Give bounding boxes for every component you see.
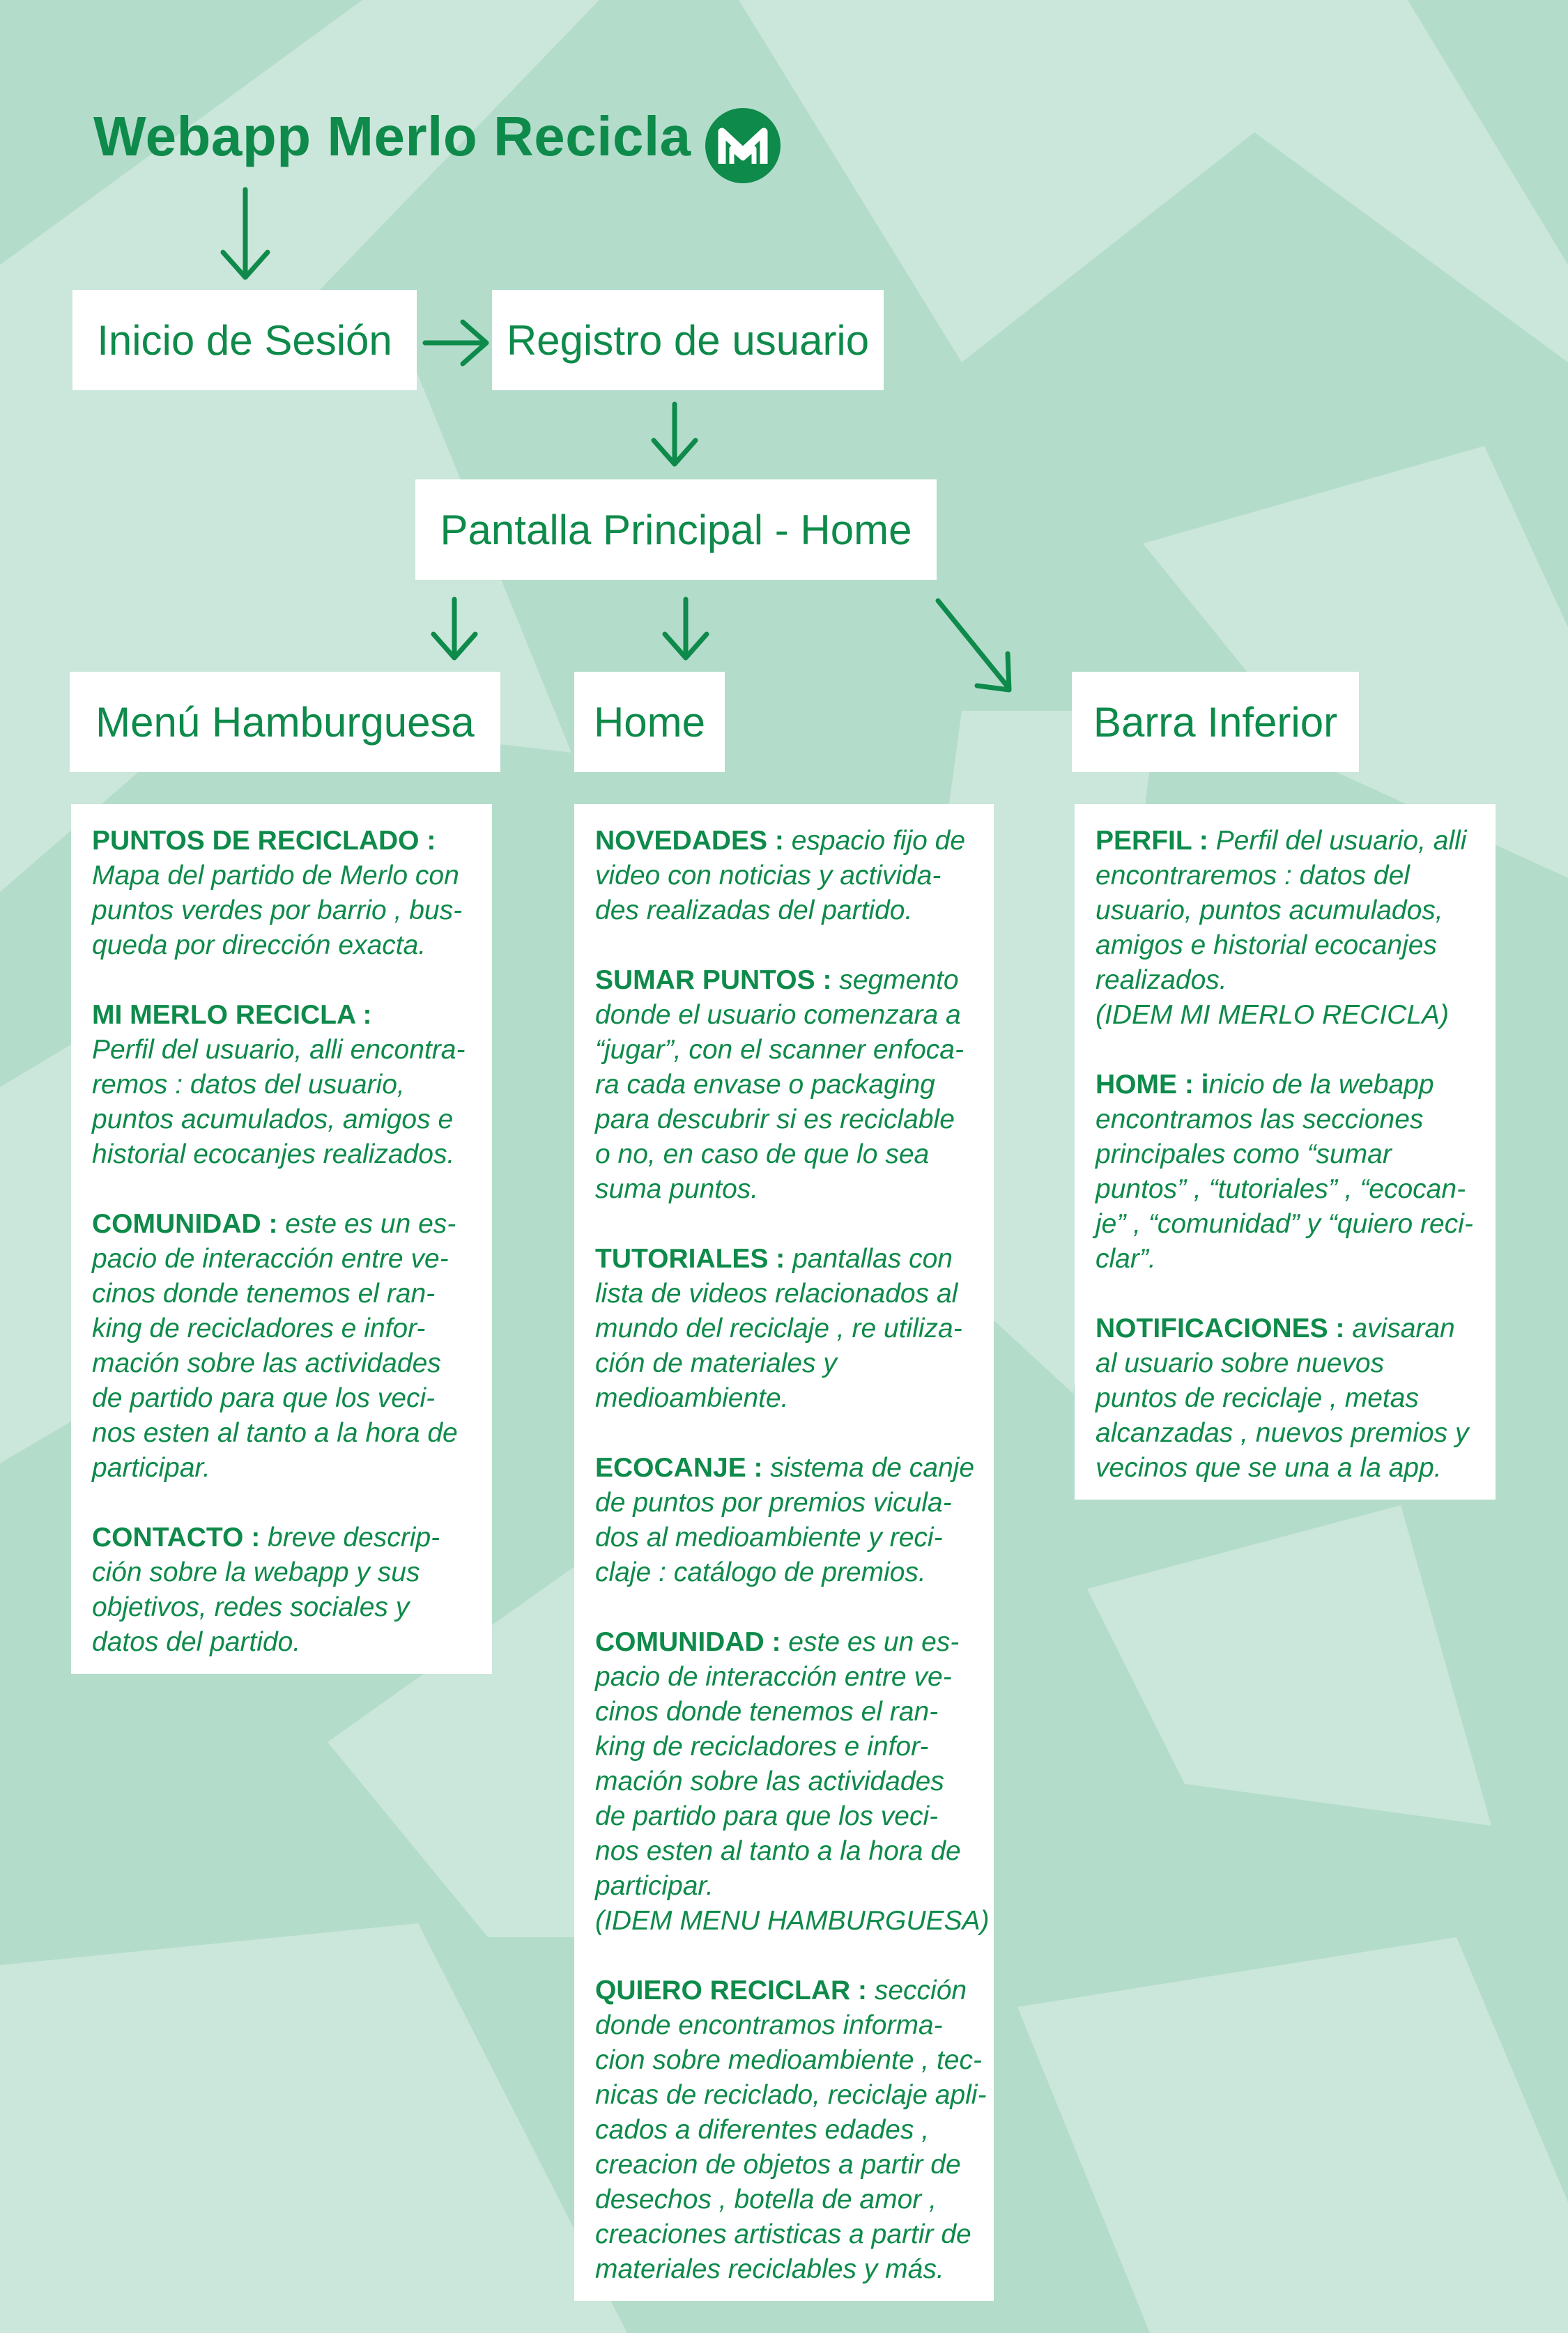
- section-text: Perfil del usuario, alli: [1208, 826, 1467, 856]
- section-line: [595, 1904, 990, 1939]
- section-line: [92, 1416, 472, 1451]
- section-text: principales como “sumar: [1096, 1139, 1392, 1169]
- section-line: [1096, 1172, 1476, 1207]
- node-hamburger-menu: [70, 672, 500, 772]
- section-text: Mapa del partido de Merlo con: [92, 861, 459, 891]
- section-text: creacion de objetos a partir de: [595, 2150, 961, 2180]
- section-text: nicio de la webapp: [1208, 1070, 1434, 1100]
- section-label: COMUNIDAD :: [595, 1627, 781, 1657]
- section-text: claje : catálogo de premios.: [595, 1557, 926, 1587]
- section-text: creaciones artisticas a partir de: [595, 2219, 971, 2249]
- section-text: pantallas con: [785, 1244, 953, 1274]
- section-line: [595, 2148, 974, 2182]
- section-text: ción sobre la webapp y sus: [92, 1557, 420, 1587]
- section-line: [595, 1555, 974, 1590]
- bg-arrow-shape: [1017, 1937, 1568, 2333]
- page-title: Webapp Merlo Recicla: [93, 105, 691, 167]
- section-text: suma puntos.: [595, 1174, 759, 1204]
- section-line: [595, 2008, 974, 2043]
- section-line: [595, 2113, 974, 2148]
- section-text: encontraremos : datos del: [1096, 861, 1410, 891]
- section-line: [1096, 1207, 1476, 1242]
- section-line: [92, 1381, 472, 1416]
- section-text: ra cada envase o packaging: [595, 1070, 935, 1100]
- section-line: [595, 963, 974, 998]
- section-line: [92, 1590, 472, 1625]
- section-text: Perfil del usuario, alli encontra-: [92, 1035, 466, 1065]
- section-text: puntos acumulados, amigos e: [92, 1104, 454, 1134]
- section-text: usuario, puntos acumulados,: [1096, 895, 1443, 925]
- section-line: [1096, 893, 1476, 928]
- section-label: ECOCANJE :: [595, 1453, 763, 1483]
- section-bottom_bar-2: [1096, 1311, 1476, 1486]
- panel-home: [574, 804, 994, 2301]
- section-bottom_bar-1: [1096, 1068, 1476, 1277]
- section-line: [1096, 928, 1476, 963]
- section-text: objetivos, redes sociales y: [92, 1592, 410, 1622]
- section-label: HOME : i: [1096, 1070, 1209, 1100]
- section-text: avisaran: [1344, 1314, 1455, 1343]
- section-line: [595, 2252, 974, 2287]
- section-line: [92, 893, 472, 928]
- section-text: segmento: [831, 965, 959, 995]
- section-line: [92, 858, 472, 893]
- section-line: [595, 1277, 974, 1311]
- section-text: je” , “comunidad” y “quiero reci-: [1096, 1209, 1473, 1239]
- section-line: [92, 1242, 472, 1277]
- section-line: [595, 1068, 974, 1102]
- section-line: [1096, 998, 1476, 1033]
- section-line: [595, 1799, 974, 1834]
- section-line: [1096, 1416, 1476, 1451]
- section-text: desechos , botella de amor ,: [595, 2185, 937, 2215]
- section-line: [92, 1625, 472, 1660]
- section-line: [1096, 1451, 1476, 1486]
- section-text: de partido para que los veci-: [595, 1801, 939, 1831]
- section-text: vecinos que se una a la app.: [1096, 1453, 1442, 1483]
- section-home-0: [595, 824, 974, 928]
- node-hamburger-menu-label: Menú Hamburguesa: [95, 698, 475, 746]
- section-line: [92, 1068, 472, 1102]
- section-line: [1096, 963, 1476, 998]
- section-menu-0: [92, 824, 472, 963]
- section-text: cion sobre medioambiente , tec-: [595, 2045, 982, 2075]
- section-line: [595, 2078, 987, 2113]
- section-line: [595, 1172, 974, 1207]
- section-bottom_bar-0: [1096, 824, 1476, 1033]
- section-line: [1096, 1346, 1476, 1381]
- section-line: [595, 1520, 974, 1555]
- section-line: [595, 2043, 982, 2078]
- section-line: [92, 1137, 472, 1172]
- section-line: [1096, 1068, 1476, 1102]
- section-text: (IDEM MENU HAMBURGUESA): [595, 1906, 990, 1936]
- section-line: [595, 1973, 974, 2008]
- section-text: queda por dirección exacta.: [92, 930, 426, 960]
- section-line: [595, 2217, 974, 2252]
- section-text: des realizadas del partido.: [595, 895, 913, 925]
- node-bottom-bar: [1072, 672, 1359, 772]
- section-line: [92, 1311, 472, 1346]
- section-line: [595, 998, 974, 1033]
- section-text: cados a diferentes edades ,: [595, 2115, 930, 2145]
- section-line: [92, 998, 472, 1033]
- section-text: lista de videos relacionados al: [595, 1279, 958, 1309]
- section-text: breve descrip-: [260, 1523, 440, 1553]
- node-main-screen-label: Pantalla Principal - Home: [440, 506, 912, 553]
- section-home-5: [595, 1973, 987, 2287]
- node-main-screen: [415, 479, 937, 580]
- section-text: mación sobre las actividades: [92, 1348, 441, 1378]
- section-text: puntos verdes por barrio , bus-: [92, 895, 463, 925]
- section-label: PERFIL :: [1096, 826, 1208, 856]
- section-menu-1: [92, 998, 472, 1172]
- merlo-m-logo-icon: [705, 108, 781, 183]
- section-line: [1096, 1102, 1476, 1137]
- section-label: MI MERLO RECICLA :: [92, 1000, 372, 1030]
- section-text: al usuario sobre nuevos: [1096, 1348, 1385, 1378]
- section-line: [1096, 858, 1476, 893]
- section-line: [595, 1137, 974, 1172]
- section-line: [595, 2182, 974, 2217]
- section-text: para descubrir si es reciclable: [595, 1104, 955, 1134]
- node-home-label: Home: [593, 698, 706, 746]
- section-text: o no, en caso de que lo sea: [595, 1139, 930, 1169]
- section-text: king de recicladores e infor-: [92, 1314, 426, 1343]
- section-text: pacio de interacción entre ve-: [92, 1244, 449, 1274]
- section-text: (IDEM MI MERLO RECICLA): [1096, 1000, 1450, 1030]
- section-menu-2: [92, 1207, 472, 1486]
- section-text: donde encontramos informa-: [595, 2010, 943, 2040]
- bg-arrow-shape: [0, 1923, 627, 2333]
- section-text: este es un es-: [277, 1209, 456, 1239]
- section-line: [92, 1555, 472, 1590]
- section-line: [595, 893, 974, 928]
- section-text: pacio de interacción entre ve-: [595, 1662, 952, 1692]
- section-line: [595, 1346, 974, 1381]
- section-line: [92, 928, 472, 963]
- section-text: nicas de reciclado, reciclaje apli-: [595, 2080, 987, 2110]
- section-text: espacio fijo de: [783, 826, 966, 856]
- section-text: sección: [867, 1976, 967, 2005]
- section-line: [595, 1381, 974, 1416]
- section-label: COMUNIDAD :: [92, 1209, 278, 1239]
- section-text: participar.: [92, 1453, 210, 1483]
- node-bottom-bar-label: Barra Inferior: [1093, 698, 1338, 746]
- section-text: realizados.: [1096, 965, 1227, 995]
- section-text: participar.: [595, 1871, 714, 1901]
- section-text: “jugar”, con el scanner enfoca-: [595, 1035, 964, 1065]
- section-line: [595, 1242, 974, 1277]
- section-line: [92, 1207, 472, 1242]
- section-line: [595, 1834, 974, 1869]
- section-text: de partido para que los veci-: [92, 1383, 436, 1413]
- section-text: ción de materiales y: [595, 1348, 837, 1378]
- section-text: video con noticias y activida-: [595, 861, 941, 891]
- section-text: de puntos por premios vicula-: [595, 1488, 952, 1518]
- section-text: materiales reciclables y más.: [595, 2254, 944, 2284]
- section-line: [1096, 1137, 1476, 1172]
- section-line: [1096, 1311, 1476, 1346]
- section-line: [595, 1730, 974, 1764]
- section-line: [595, 1102, 974, 1137]
- section-line: [1096, 1381, 1476, 1416]
- section-menu-3: [92, 1520, 472, 1660]
- section-text: medioambiente.: [595, 1383, 789, 1413]
- section-text: clar”.: [1096, 1244, 1156, 1274]
- section-label: SUMAR PUNTOS :: [595, 965, 832, 995]
- section-label: CONTACTO :: [92, 1523, 261, 1553]
- node-register: [492, 290, 884, 390]
- section-line: [92, 1346, 472, 1381]
- section-line: [595, 1033, 974, 1068]
- section-home-2: [595, 1242, 974, 1416]
- node-home: [574, 672, 725, 772]
- section-line: [92, 1277, 472, 1311]
- section-text: cinos donde tenemos el ran-: [92, 1279, 436, 1309]
- section-text: donde el usuario comenzara a: [595, 1000, 961, 1030]
- node-register-label: Registro de usuario: [506, 316, 870, 364]
- section-home-3: [595, 1451, 974, 1590]
- section-text: historial ecocanjes realizados.: [92, 1139, 455, 1169]
- section-label: TUTORIALES :: [595, 1244, 785, 1274]
- section-line: [595, 1695, 974, 1730]
- section-line: [1096, 824, 1476, 858]
- bg-arrow-shape: [1087, 1505, 1491, 1826]
- section-line: [595, 1486, 974, 1520]
- section-text: king de recicladores e infor-: [595, 1732, 929, 1762]
- section-line: [92, 1102, 472, 1137]
- section-text: alcanzadas , nuevos premios y: [1096, 1418, 1469, 1448]
- section-line: [595, 1311, 974, 1346]
- section-label: PUNTOS DE RECICLADO :: [92, 826, 436, 856]
- section-line: [92, 1520, 472, 1555]
- node-login: [72, 290, 417, 390]
- section-line: [595, 1451, 974, 1486]
- section-label: QUIERO RECICLAR :: [595, 1976, 867, 2005]
- section-text: dos al medioambiente y reci-: [595, 1523, 943, 1553]
- section-text: datos del partido.: [92, 1627, 301, 1657]
- section-home-1: [595, 963, 974, 1207]
- section-text: nos esten al tanto a la hora de: [92, 1418, 458, 1448]
- section-text: cinos donde tenemos el ran-: [595, 1697, 939, 1727]
- section-text: puntos” , “tutoriales” , “ecocan-: [1096, 1174, 1466, 1204]
- panel-hamburger-menu: [71, 804, 492, 1674]
- section-line: [1096, 1242, 1476, 1277]
- section-line: [595, 1625, 974, 1660]
- section-text: amigos e historial ecocanjes: [1096, 930, 1437, 960]
- section-line: [92, 824, 472, 858]
- section-line: [595, 1764, 974, 1799]
- section-text: nos esten al tanto a la hora de: [595, 1836, 961, 1866]
- section-line: [595, 1869, 974, 1904]
- section-text: mundo del reciclaje , re utiliza-: [595, 1314, 962, 1343]
- section-text: remos : datos del usuario,: [92, 1070, 405, 1100]
- section-text: sistema de canje: [762, 1453, 975, 1483]
- section-text: encontramos las secciones: [1096, 1104, 1424, 1134]
- section-line: [92, 1033, 472, 1068]
- section-line: [595, 858, 974, 893]
- section-text: mación sobre las actividades: [595, 1766, 944, 1796]
- section-label: NOTIFICACIONES :: [1096, 1314, 1345, 1343]
- section-line: [92, 1451, 472, 1486]
- section-home-4: [595, 1625, 990, 1939]
- node-login-label: Inicio de Sesión: [97, 316, 392, 364]
- section-line: [595, 824, 974, 858]
- section-label: NOVEDADES :: [595, 826, 784, 856]
- panel-bottom-bar: [1075, 804, 1496, 1500]
- section-line: [595, 1660, 974, 1695]
- section-text: puntos de reciclaje , metas: [1096, 1383, 1419, 1413]
- section-text: este es un es-: [781, 1627, 960, 1657]
